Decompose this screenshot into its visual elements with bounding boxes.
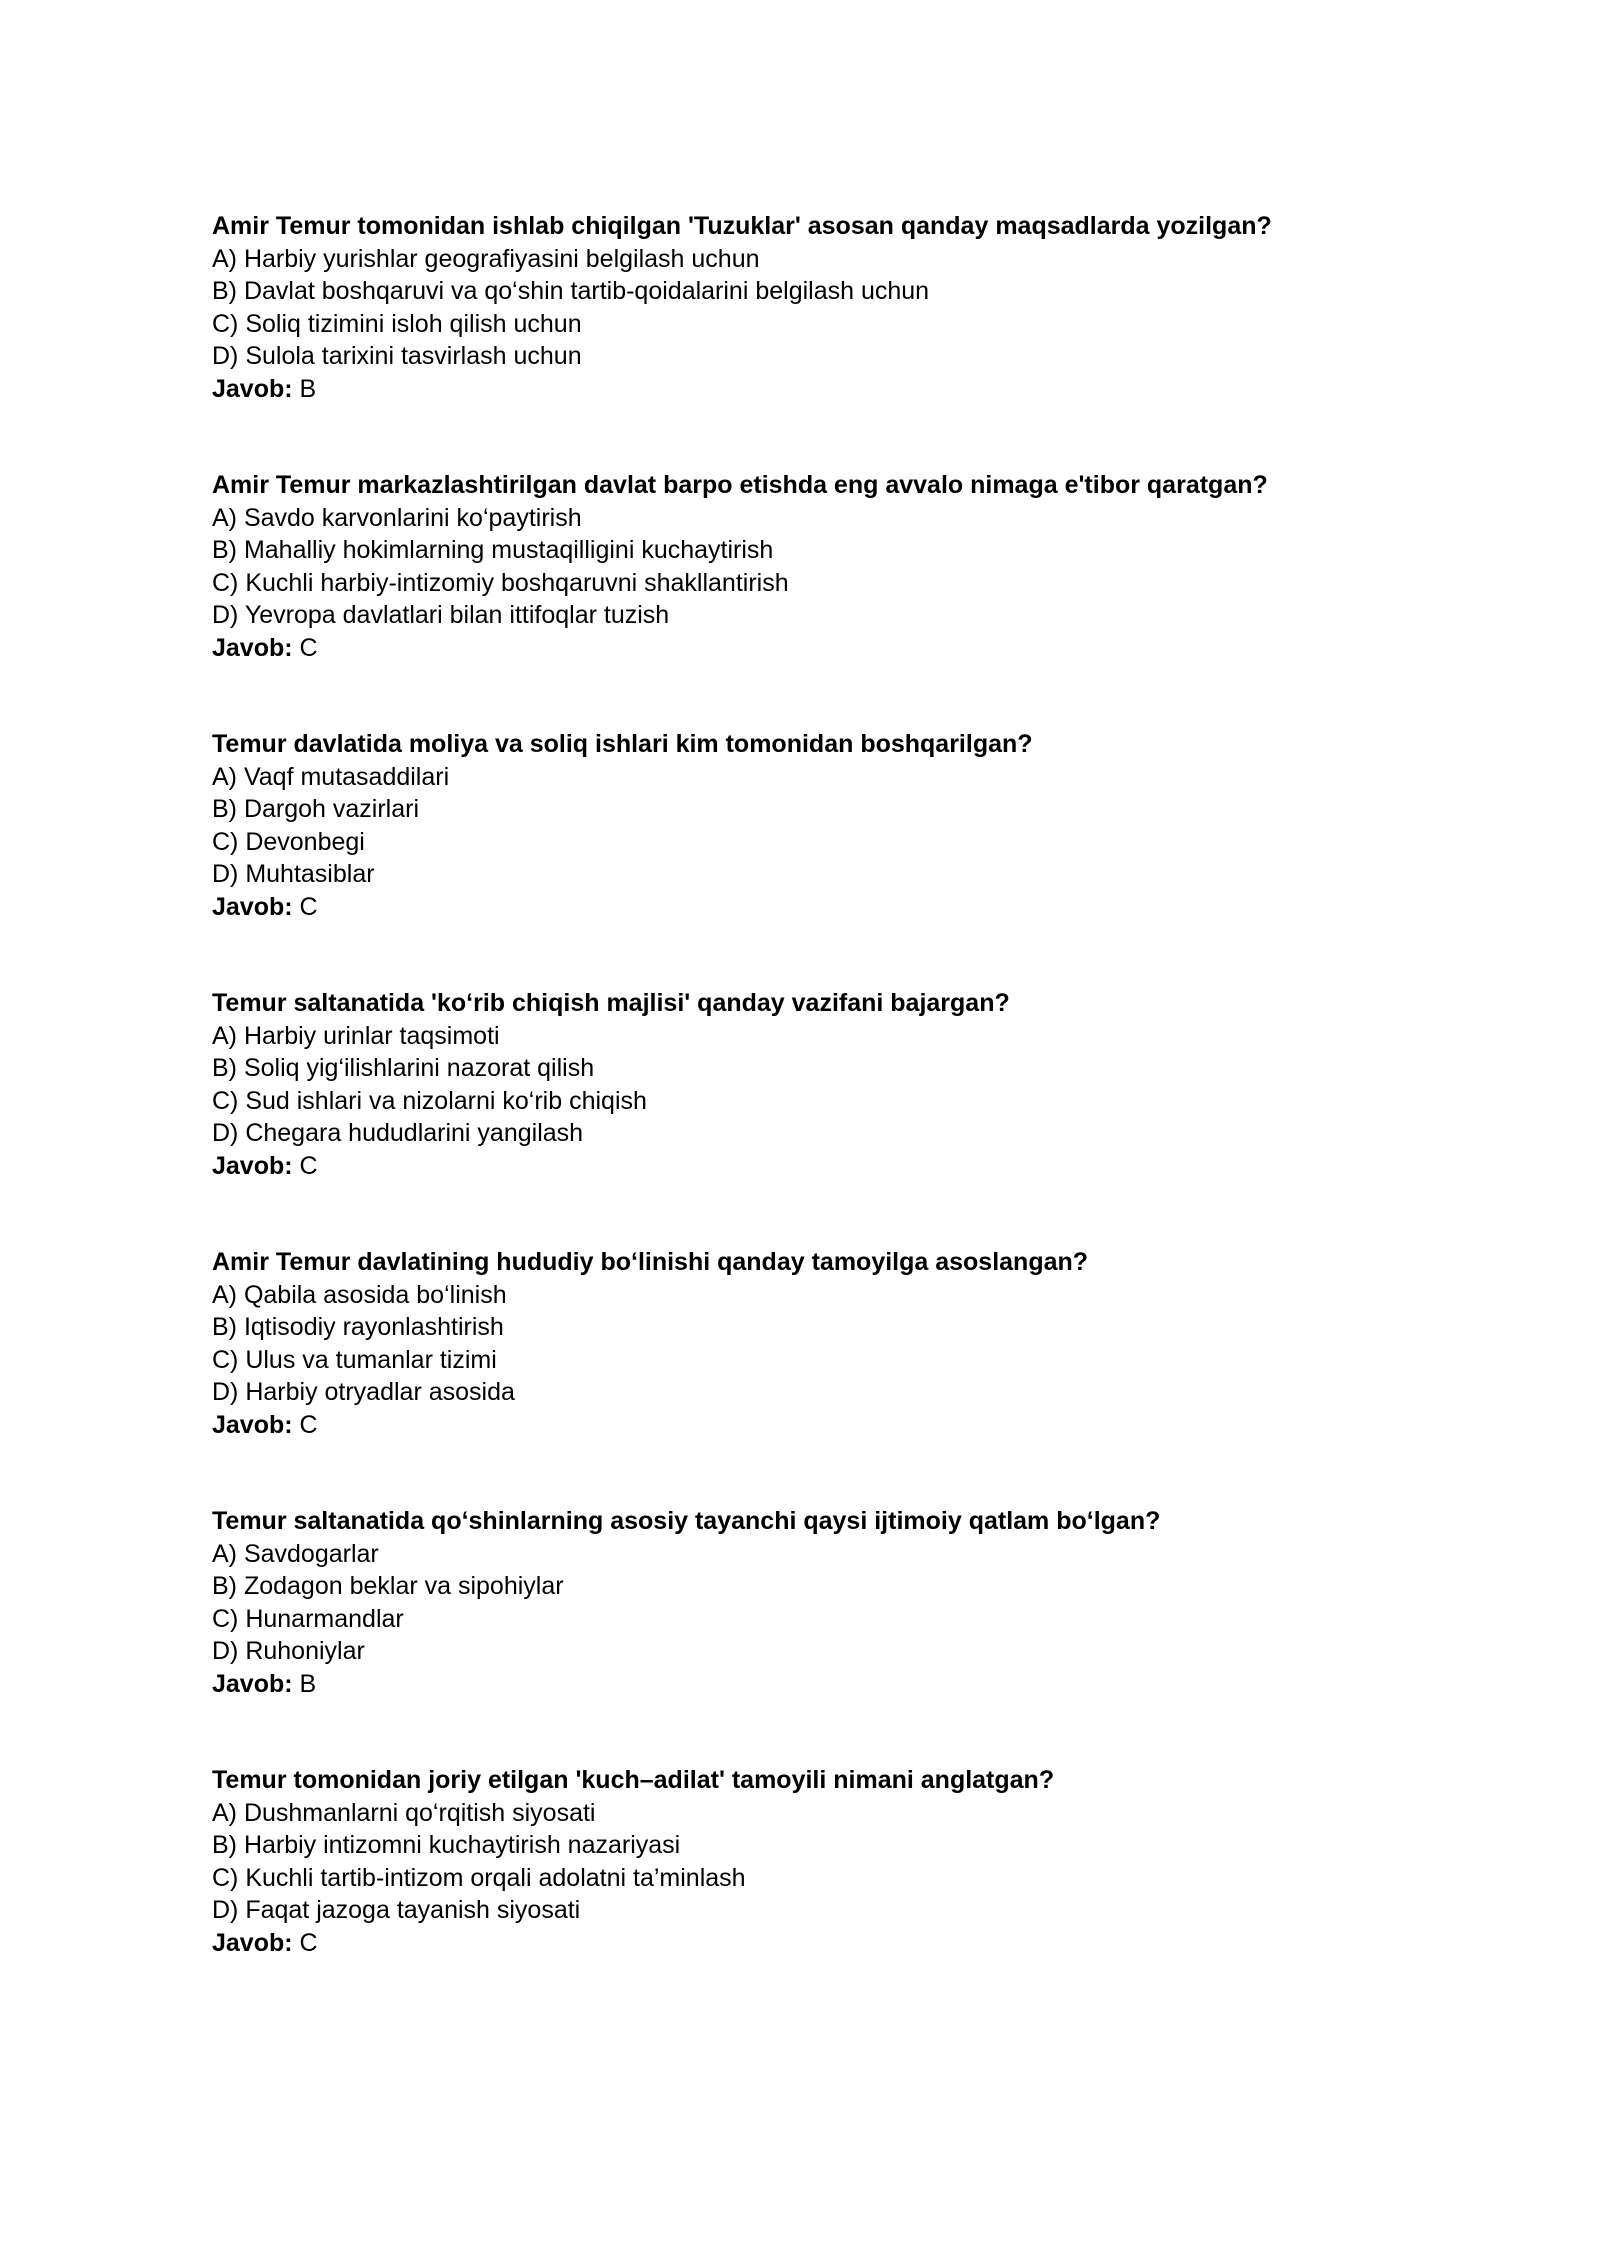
option-b: B) Harbiy intizomni kuchaytirish nazariyasi — [212, 1831, 681, 1859]
answer-label: Javob: — [212, 1669, 293, 1698]
question-block-3 — [212, 728, 1492, 923]
answer-label: Javob: — [212, 374, 293, 403]
answer-value: C — [299, 892, 318, 921]
answer-line — [212, 891, 1492, 924]
option-a: A) Harbiy yurishlar geografiyasini belgilash uchun — [212, 244, 760, 273]
question-text: Amir Temur markazlashtirilgan davlat barpo etishda eng avvalo nimaga e'tibor qaratgan? — [212, 471, 1268, 499]
answer-value: C — [299, 1410, 318, 1439]
answer-line — [212, 632, 1492, 665]
answer-label: Javob: — [212, 1151, 293, 1180]
answer-label: Javob: — [212, 633, 293, 662]
answer-value: B — [299, 374, 317, 403]
option-d: D) Ruhoniylar — [212, 1637, 365, 1665]
option-b: B) Zodagon beklar va sipohiylar — [212, 1572, 564, 1600]
option-c: C) Ulus va tumanlar tizimi — [212, 1345, 497, 1374]
question-text: Temur saltanatida qo‘shinlarning asosiy tayanchi qaysi ijtimoiy qatlam bo‘lgan? — [212, 1507, 1161, 1535]
question-text: Temur tomonidan joriy etilgan 'kuch–adilat' tamoyili nimani anglatgan? — [212, 1766, 1055, 1794]
answer-value: C — [299, 633, 318, 662]
quiz-document — [212, 210, 1492, 2023]
option-d: D) Harbiy otryadlar asosida — [212, 1378, 515, 1406]
answer-label: Javob: — [212, 1928, 293, 1957]
question-block-1 — [212, 210, 1492, 405]
option-c: C) Kuchli harbiy-intizomiy boshqaruvni shakllantirish — [212, 568, 789, 597]
option-a: A) Dushmanlarni qo‘rqitish siyosati — [212, 1798, 596, 1827]
answer-line — [212, 1668, 1492, 1701]
option-c: C) Sud ishlari va nizolarni ko‘rib chiqish — [212, 1086, 647, 1115]
answer-line — [212, 1150, 1492, 1183]
question-block-6 — [212, 1505, 1492, 1700]
option-b: B) Soliq yig‘ilishlarini nazorat qilish — [212, 1054, 595, 1082]
answer-label: Javob: — [212, 1410, 293, 1439]
option-a: A) Harbiy urinlar taqsimoti — [212, 1021, 500, 1050]
option-b: B) Dargoh vazirlari — [212, 795, 420, 823]
answer-value: C — [299, 1151, 318, 1180]
option-d: D) Chegara hududlarini yangilash — [212, 1119, 584, 1147]
option-b: B) Davlat boshqaruvi va qo‘shin tartib-qoidalarini belgilash uchun — [212, 277, 930, 305]
option-c: C) Hunarmandlar — [212, 1604, 404, 1633]
answer-line — [212, 1409, 1492, 1442]
option-c: C) Kuchli tartib-intizom orqali adolatni ta’minlash — [212, 1863, 746, 1892]
option-a: A) Savdo karvonlarini ko‘paytirish — [212, 503, 582, 532]
option-d: D) Muhtasiblar — [212, 860, 375, 888]
option-b: B) Mahalliy hokimlarning mustaqilligini kuchaytirish — [212, 536, 774, 564]
answer-line — [212, 373, 1492, 406]
option-c: C) Soliq tizimini isloh qilish uchun — [212, 309, 582, 338]
option-a: A) Qabila asosida bo‘linish — [212, 1280, 507, 1309]
question-block-5 — [212, 1246, 1492, 1441]
question-block-4 — [212, 987, 1492, 1182]
question-block-2 — [212, 469, 1492, 664]
question-text: Temur davlatida moliya va soliq ishlari kim tomonidan boshqarilgan? — [212, 730, 1033, 758]
option-b: B) Iqtisodiy rayonlashtirish — [212, 1313, 504, 1341]
option-c: C) Devonbegi — [212, 827, 365, 856]
question-block-7 — [212, 1764, 1492, 1959]
option-d: D) Yevropa davlatlari bilan ittifoqlar tuzish — [212, 601, 670, 629]
option-d: D) Sulola tarixini tasvirlash uchun — [212, 342, 582, 370]
option-a: A) Vaqf mutasaddilari — [212, 762, 450, 791]
option-a: A) Savdogarlar — [212, 1539, 379, 1568]
question-text: Temur saltanatida 'ko‘rib chiqish majlisi' qanday vazifani bajargan? — [212, 989, 1010, 1017]
answer-value: B — [299, 1669, 317, 1698]
answer-line — [212, 1927, 1492, 1960]
question-text: Amir Temur tomonidan ishlab chiqilgan 'Tuzuklar' asosan qanday maqsadlarda yozilgan? — [212, 212, 1272, 240]
answer-label: Javob: — [212, 892, 293, 921]
option-d: D) Faqat jazoga tayanish siyosati — [212, 1896, 581, 1924]
answer-value: C — [299, 1928, 318, 1957]
question-text: Amir Temur davlatining hududiy bo‘linishi qanday tamoyilga asoslangan? — [212, 1248, 1089, 1276]
